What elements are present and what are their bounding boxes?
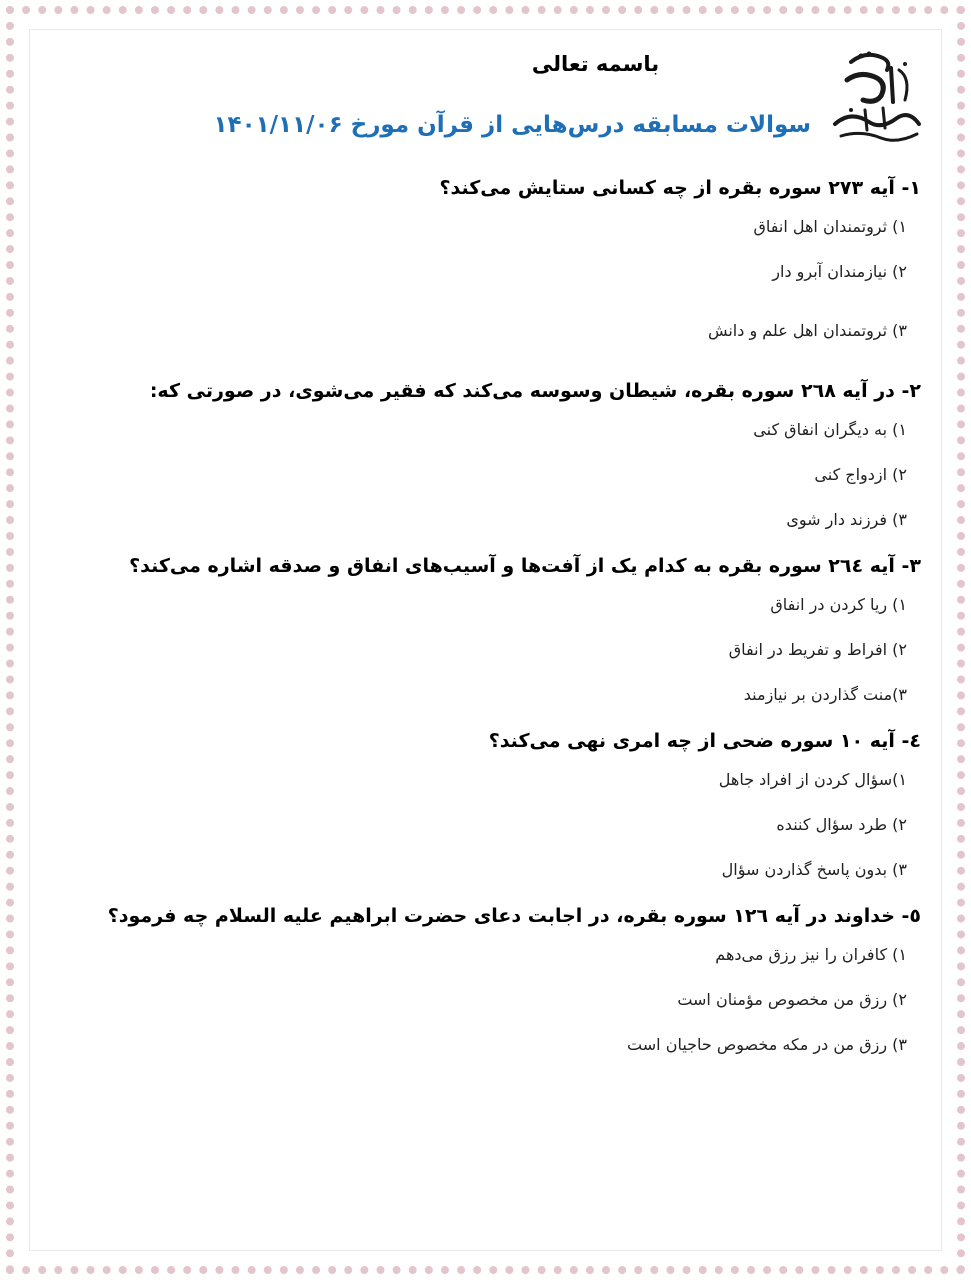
question-text: ٤- آیه ۱۰ سوره ضحی از چه امری نهی می‌کند؟ xyxy=(488,730,921,752)
questions-list xyxy=(40,177,921,1080)
document-page xyxy=(40,30,931,1250)
page-heading: باسمه تعالی xyxy=(531,52,660,76)
option-2: ۲) افراط و تفریط در انفاق xyxy=(728,640,907,659)
question-4 xyxy=(40,730,921,879)
option-3: ۳) بدون پاسخ گذاردن سؤال xyxy=(721,860,907,879)
option-2: ۲) نیازمندان آبرو دار xyxy=(772,262,907,281)
option-3: ۳) ثروتمندان اهل علم و دانش xyxy=(707,321,907,340)
question-1 xyxy=(40,177,921,340)
option-1: ۱) به دیگران انفاق کنی xyxy=(753,420,907,439)
page-title: سوالات مسابقه درس‌هایی از قرآن مورخ ۱۴۰۱/۱۱/۰۶ xyxy=(213,112,811,138)
question-text: ۳- آیه ٢٦٤ سوره بقره به کدام یک از آفت‌ها و آسیب‌های انفاق و صدقه اشاره می‌کند؟ xyxy=(129,555,921,577)
question-text: ۱- آیه ۲۷۳ سوره بقره از چه کسانی ستایش می‌کند؟ xyxy=(439,177,921,199)
question-text: ۲- در آیه ٢٦٨ سوره بقره، شیطان وسوسه می‌کند که فقیر می‌شوی، در صورتی که: xyxy=(149,380,921,402)
option-1: ۱) ریا کردن در انفاق xyxy=(770,595,907,614)
option-2: ۲) طرد سؤال کننده xyxy=(776,815,907,834)
option-1: ۱)سؤال کردن از افراد جاهل xyxy=(718,770,907,789)
option-3: ۳) رزق من در مکه مخصوص حاجیان است xyxy=(627,1035,907,1054)
option-3: ۳) فرزند دار شوی xyxy=(786,510,907,529)
option-3: ۳)منت گذاردن بر نیازمند xyxy=(743,685,907,704)
option-1: ۱) ثروتمندان اهل انفاق xyxy=(753,217,907,236)
question-text: ٥- خداوند در آیه ١٢٦ سوره بقره، در اجابت دعای حضرت ابراهیم علیه السلام چه فرمود؟ xyxy=(107,905,921,927)
question-3 xyxy=(40,555,921,704)
option-2: ۲) رزق من مخصوص مؤمنان است xyxy=(677,990,907,1009)
option-2: ۲) ازدواج کنی xyxy=(814,465,907,484)
question-2 xyxy=(40,380,921,529)
question-5 xyxy=(40,905,921,1054)
option-1: ۱) کافران را نیز رزق می‌دهم xyxy=(715,945,907,964)
